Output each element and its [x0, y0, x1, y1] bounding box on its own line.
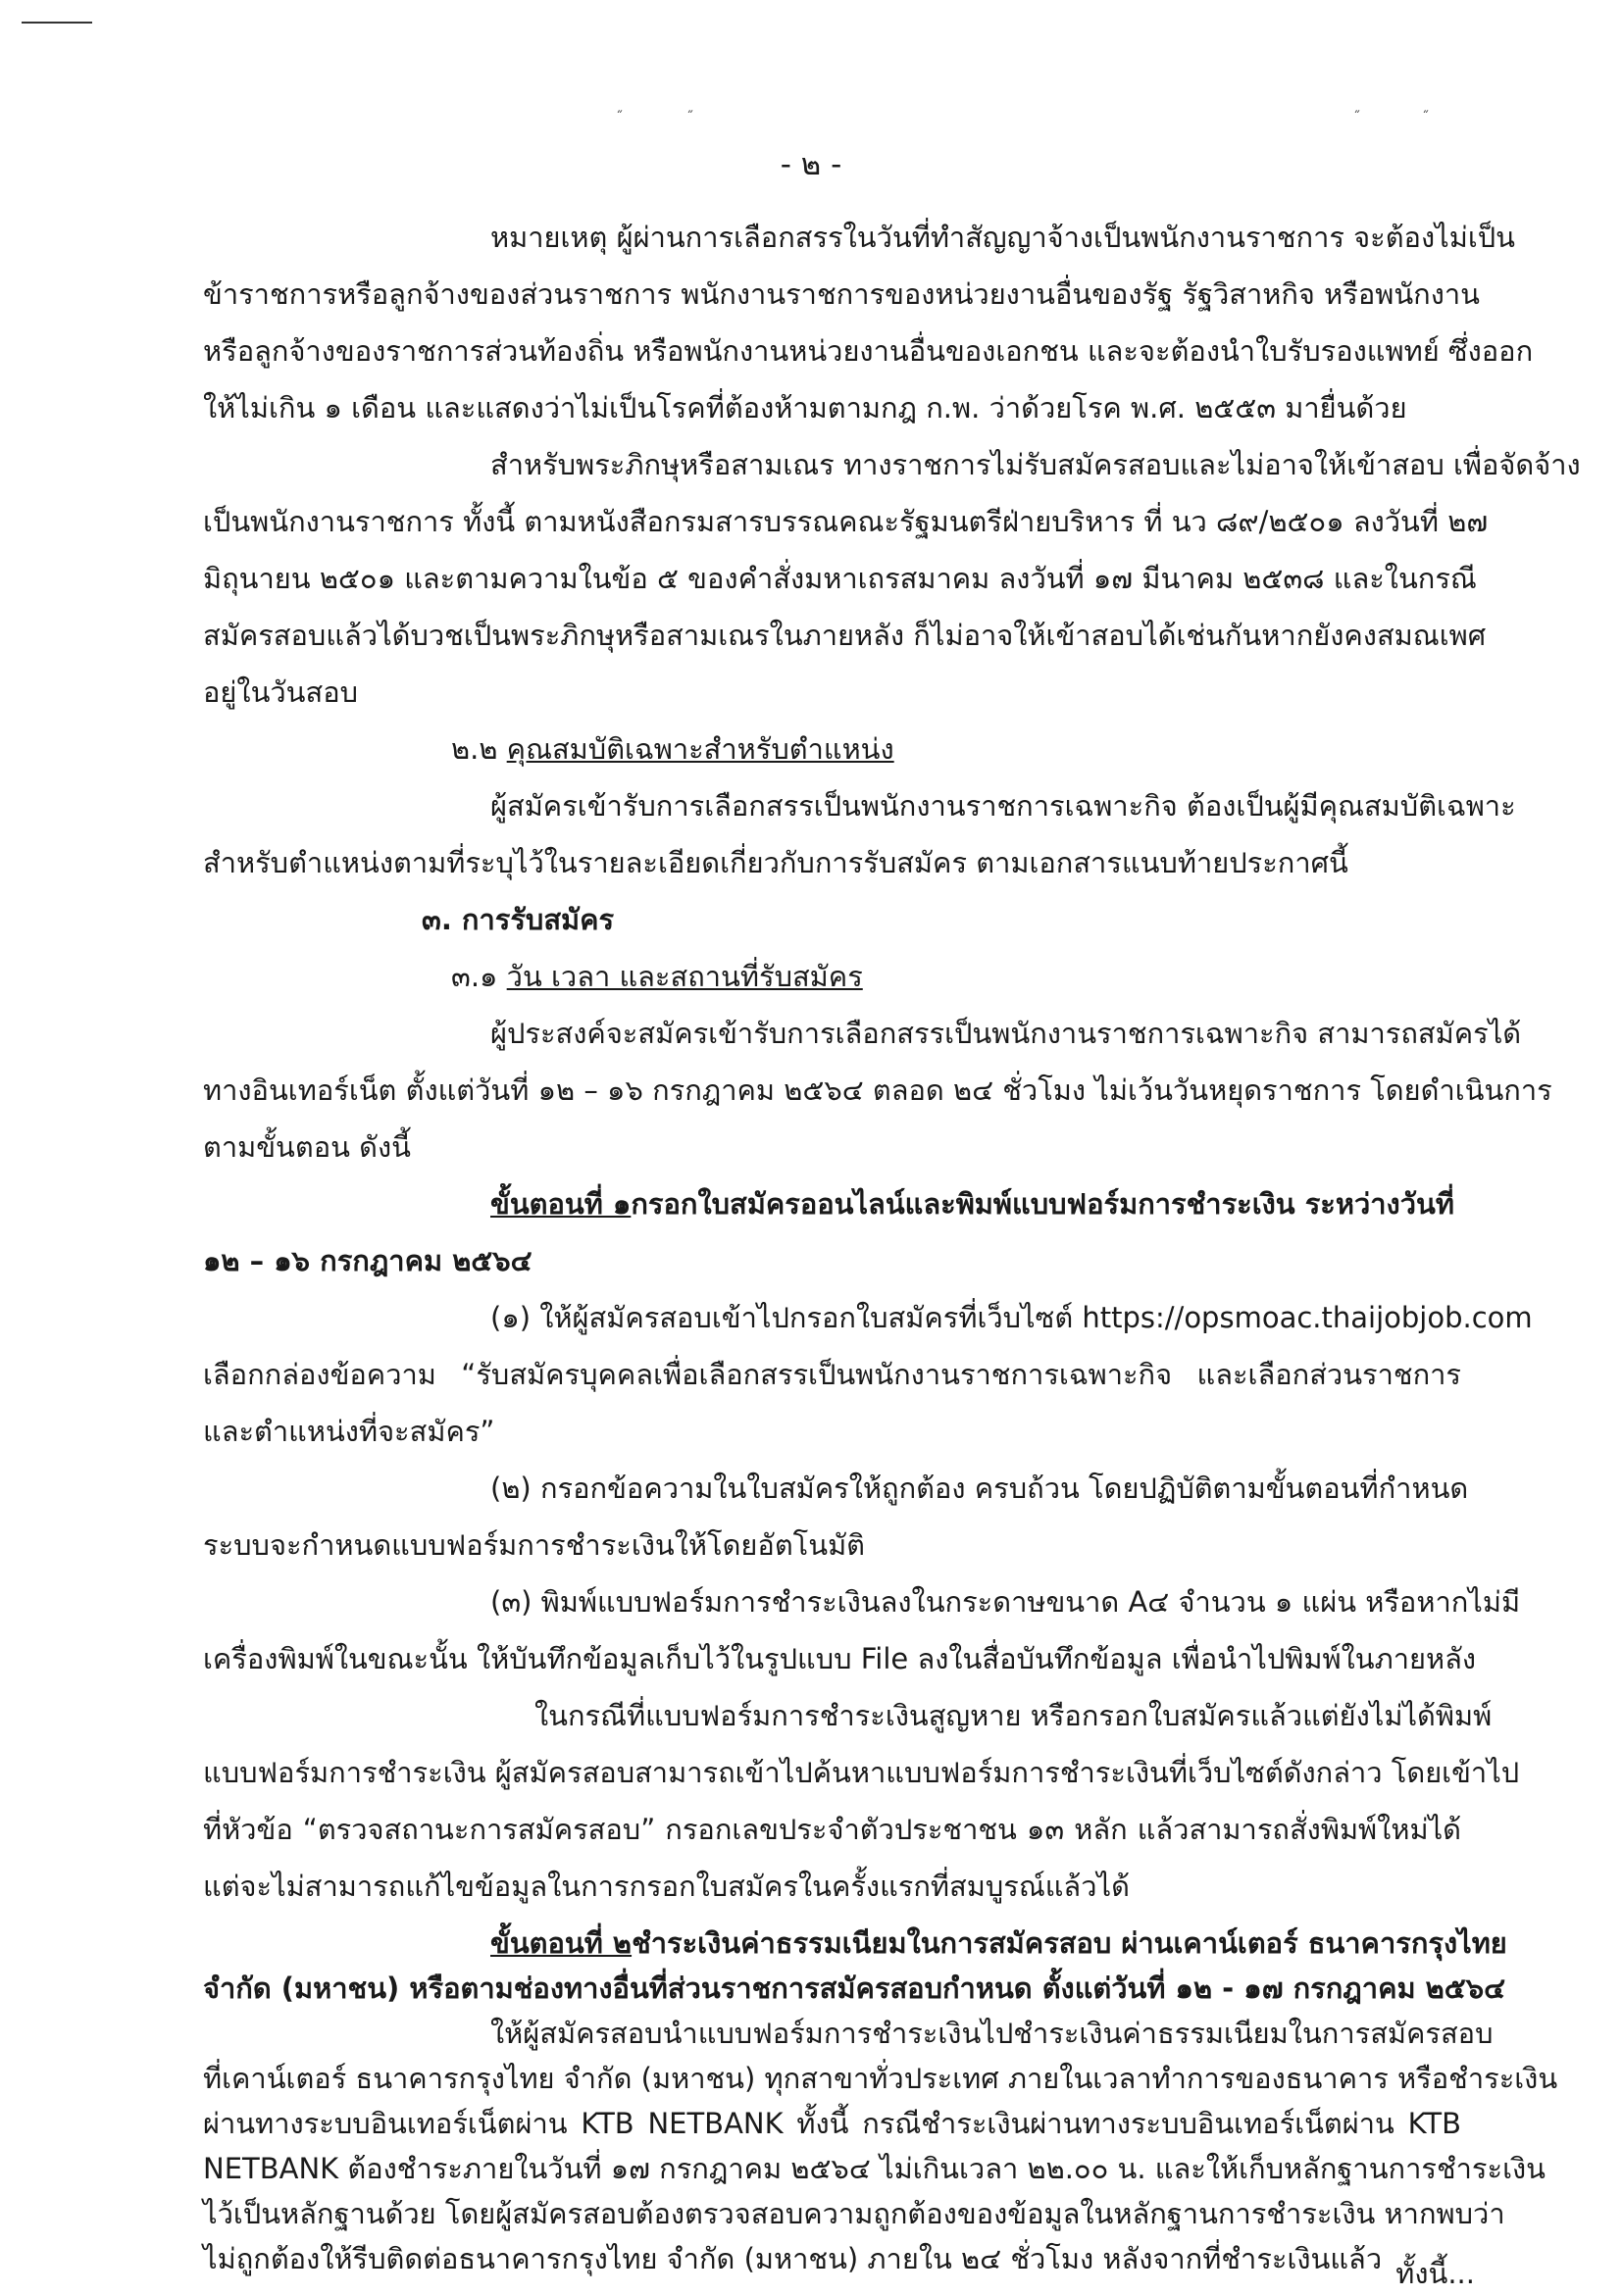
step-2-body: ไว้เป็นหลักฐานด้วย โดยผู้สมัครสอบต้องตรวจสอบความถูกต้องของข้อมูลในหลักฐานการชำระเงิน หากพบว่า [203, 2197, 1505, 2230]
section-3-heading: ๓. การรับสมัคร [422, 903, 615, 936]
step-2-body: ที่เคาน์เตอร์ ธนาคารกรุงไทย จำกัด (มหาชน) ทุกสาขาทั่วประเทศ ภายในเวลาทำการของธนาคาร หรือชำระเงิน [203, 2062, 1558, 2095]
step-2-heading [490, 1923, 1507, 1963]
step-1-item-1: (๑) ให้ผู้สมัครสอบเข้าไปกรอกใบสมัครที่เว็บไซต์ https://opsmoac.thaijobjob.com [490, 1301, 1533, 1334]
monk-line: สำหรับพระภิกษุหรือสามเณร ทางราชการไม่รับสมัครสอบและไม่อาจให้เข้าสอบ เพื่อจัดจ้าง [490, 448, 1581, 481]
note-line: ข้าราชการหรือลูกจ้างของส่วนราชการ พนักงานราชการของหน่วยงานอื่นของรัฐ รัฐวิสาหกิจ หรือพนักงาน [203, 277, 1480, 311]
step-1-lost-form: ที่หัวข้อ “ตรวจสถานะการสมัครสอบ” กรอกเลขประจำตัวประชาชน ๑๓ หลัก แล้วสามารถสั่งพิมพ์ใหม่ได้ [203, 1813, 1461, 1846]
continuation-text: ทั้งนี้... [1395, 2257, 1475, 2290]
scan-mark [22, 22, 92, 24]
section-2-2-heading [451, 729, 894, 769]
step-1-heading-line2: ๑๒ – ๑๖ กรกฎาคม ๒๕๖๔ [203, 1244, 532, 1277]
step-2-body: ให้ผู้สมัครสอบนำแบบฟอร์มการชำระเงินไปชำระเงินค่าธรรมเนียมในการสมัครสอบ [490, 2017, 1494, 2050]
step-1-item-2: (๒) กรอกข้อความในใบสมัครให้ถูกต้อง ครบถ้วน โดยปฏิบัติตามขั้นตอนที่กำหนด [490, 1472, 1469, 1505]
step-1-item-2: ระบบจะกำหนดแบบฟอร์มการชำระเงินให้โดยอัตโนมัติ [203, 1528, 866, 1562]
step-label: ขั้นตอนที่ ๑ [490, 1187, 632, 1221]
section-3-1-body: ทางอินเทอร์เน็ต ตั้งแต่วันที่ ๑๒ – ๑๖ กรกฎาคม ๒๕๖๔ ตลอด ๒๔ ชั่วโมง ไม่เว้นวันหยุดราชการ โดยดำเนินการ [203, 1073, 1552, 1107]
monk-line: มิถุนายน ๒๕๐๑ และตามความในข้อ ๕ ของคำสั่งมหาเถรสมาคม ลงวันที่ ๑๗ มีนาคม ๒๕๓๘ และในกรณี [203, 562, 1477, 595]
step-1-item-1: และตำแหน่งที่จะสมัคร” [203, 1415, 495, 1448]
monk-line: อยู่ในวันสอบ [203, 675, 359, 709]
note-line: ให้ไม่เกิน ๑ เดือน และแสดงว่าไม่เป็นโรคที่ต้องห้ามตามกฎ ก.พ. ว่าด้วยโรค พ.ศ. ๒๕๕๓ มายื่นด้วย [203, 391, 1407, 424]
section-title: วัน เวลา และสถานที่รับสมัคร [506, 960, 863, 993]
step-title: กรอกใบสมัครออนไลน์และพิมพ์แบบฟอร์มการชำระเงิน ระหว่างวันที่ [631, 1187, 1454, 1221]
section-3-1-body: ตามขั้นตอน ดังนี้ [203, 1130, 411, 1164]
step-1-item-1: เลือกกล่องข้อความ “รับสมัครบุคคลเพื่อเลือกสรรเป็นพนักงานราชการเฉพาะกิจ และเลือกส่วนราชการ [203, 1358, 1461, 1391]
monk-line: เป็นพนักงานราชการ ทั้งนี้ ตามหนังสือกรมสารบรรณคณะรัฐมนตรีฝ่ายบริหาร ที่ นว ๘๙/๒๕๐๑ ลงวันที่ ๒๗ [203, 505, 1489, 538]
scan-speck: ˝ [616, 110, 623, 125]
step-1-lost-form: ในกรณีที่แบบฟอร์มการชำระเงินสูญหาย หรือกรอกใบสมัครแล้วแต่ยังไม่ได้พิมพ์ [534, 1699, 1493, 1732]
step-1-item-3: (๓) พิมพ์แบบฟอร์มการชำระเงินลงในกระดาษขนาด A๔ จำนวน ๑ แผ่น หรือหากไม่มี [490, 1585, 1521, 1619]
step-1-heading [490, 1184, 1461, 1223]
scan-speck: ˝ [686, 110, 693, 125]
section-2-2-body: ผู้สมัครเข้ารับการเลือกสรรเป็นพนักงานราชการเฉพาะกิจ ต้องเป็นผู้มีคุณสมบัติเฉพาะ [490, 789, 1516, 823]
section-3-1-heading [451, 957, 863, 996]
note-line: หรือลูกจ้างของราชการส่วนท้องถิ่น หรือพนักงานหน่วยงานอื่นของเอกชน และจะต้องนำใบรับรองแพทย์ ซึ่งออก [203, 334, 1534, 368]
step-label: ขั้นตอนที่ ๒ [490, 1926, 633, 1960]
step-1-item-3: เครื่องพิมพ์ในขณะนั้น ให้บันทึกข้อมูลเก็บไว้ในรูปแบบ File ลงในสื่อบันทึกข้อมูล เพื่อนำไปพิมพ์ในภายหลัง [203, 1642, 1477, 1675]
step-1-lost-form: แบบฟอร์มการชำระเงิน ผู้สมัครสอบสามารถเข้าไปค้นหาแบบฟอร์มการชำระเงินที่เว็บไซต์ดังกล่าว โดยเข้าไป [203, 1756, 1520, 1789]
step-2-heading-line2: จำกัด (มหาชน) หรือตามช่องทางอื่นที่ส่วนราชการสมัครสอบกำหนด ตั้งแต่วันที่ ๑๒ - ๑๗ กรกฎาคม ๒๕๖๔ [203, 1972, 1506, 2005]
section-2-2-body: สำหรับตำแหน่งตามที่ระบุไว้ในรายละเอียดเกี่ยวกับการรับสมัคร ตามเอกสารแนบท้ายประกาศนี้ [203, 846, 1348, 879]
section-3-1-body: ผู้ประสงค์จะสมัครเข้ารับการเลือกสรรเป็นพนักงานราชการเฉพาะกิจ สามารถสมัครได้ [490, 1017, 1522, 1050]
section-title: คุณสมบัติเฉพาะสำหรับตำแหน่ง [506, 732, 894, 766]
step-title: ชำระเงินค่าธรรมเนียมในการสมัครสอบ ผ่านเคาน์เตอร์ ธนาคารกรุงไทย [632, 1926, 1507, 1960]
scan-speck: ˝ [1353, 110, 1360, 125]
scan-speck: ˝ [1422, 110, 1429, 125]
section-number: ๓.๑ [451, 960, 498, 993]
monk-line: สมัครสอบแล้วได้บวชเป็นพระภิกษุหรือสามเณรในภายหลัง ก็ไม่อาจให้เข้าสอบได้เช่นกันหากยังคงสมณเพศ [203, 619, 1487, 652]
step-1-lost-form: แต่จะไม่สามารถแก้ไขข้อมูลในการกรอกใบสมัครในครั้งแรกที่สมบูรณ์แล้วได้ [203, 1870, 1130, 1903]
step-2-body: NETBANK ต้องชำระภายในวันที่ ๑๗ กรกฎาคม ๒๕๖๔ ไม่เกินเวลา ๒๒.๐๐ น. และให้เก็บหลักฐานการชำระเงิน [203, 2152, 1546, 2185]
page-number: - ๒ - [780, 147, 842, 182]
section-number: ๒.๒ [451, 732, 498, 766]
step-2-body: ไม่ถูกต้องให้รีบติดต่อธนาคารกรุงไทย จำกัด (มหาชน) ภายใน ๒๔ ชั่วโมง หลังจากที่ชำระเงินแล้ว [203, 2242, 1383, 2275]
step-2-body: ผ่านทางระบบอินเทอร์เน็ตผ่าน KTB NETBANK ทั้งนี้ กรณีชำระเงินผ่านทางระบบอินเทอร์เน็ตผ่าน KTB [203, 2107, 1461, 2140]
note-line: หมายเหตุ ผู้ผ่านการเลือกสรรในวันที่ทำสัญญาจ้างเป็นพนักงานราชการ จะต้องไม่เป็น [490, 221, 1515, 254]
